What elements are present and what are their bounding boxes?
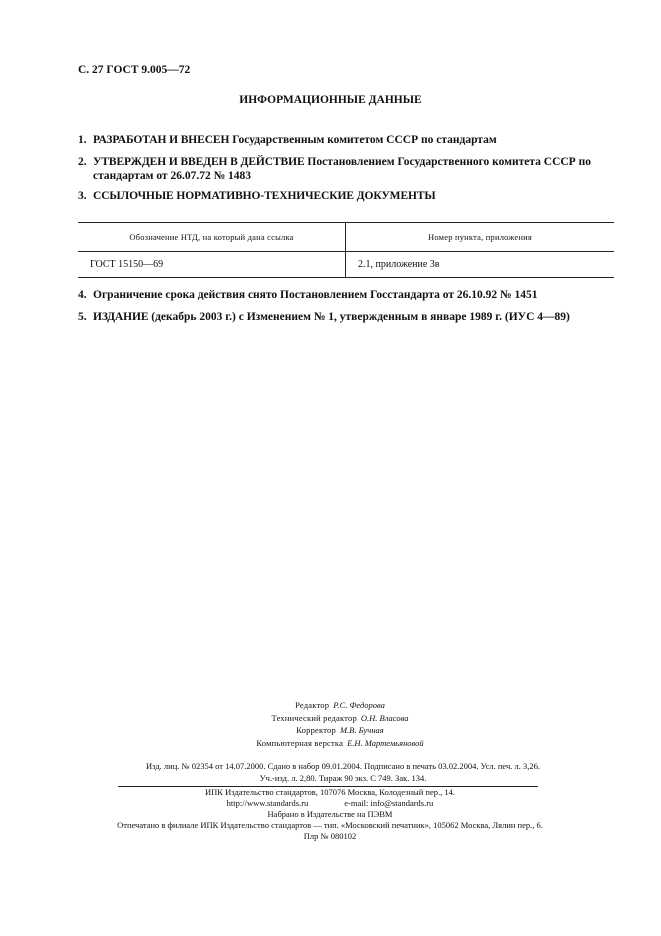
credit-role: Корректор [296,725,336,735]
item-lead: ССЫЛОЧНЫЕ НОРМАТИВНО-ТЕХНИЧЕСКИЕ ДОКУМЕНТЫ [93,190,436,202]
table-row [78,252,614,277]
credit-person: М.В. Бучная [339,725,384,735]
imprint-line-1: Изд. лиц. № 02354 от 14.07.2000. Сдано в набор 09.01.2004. Подписано в печать 03.02.2004. Усл. печ. л. 3,26. [145,761,540,771]
item-lead: УТВЕРЖДЕН И ВВЕДЕН В ДЕЙСТВИЕ [93,156,305,168]
info-item-1 [78,133,618,147]
info-item-3 [78,189,618,203]
info-item-2 [78,155,618,183]
publisher-email[interactable]: e-mail: info@standards.ru [344,798,434,808]
credit-person: Е.Н. Мартемьяновой [347,737,424,748]
publisher-website-link[interactable]: http://www.standards.ru [226,798,309,808]
publisher-contacts [60,798,600,810]
item-number: 3. [78,190,87,202]
table-cell-document: ГОСТ 15150—69 [78,252,346,277]
info-item-4 [78,288,618,302]
license-number: Плр № 080102 [303,831,357,841]
item-number: 4. [78,289,87,301]
info-item-5 [78,310,618,324]
credit-person: Р.С. Федорова [333,700,385,710]
reference-documents-table [78,222,614,278]
item-lead: ИЗДАНИЕ [93,311,149,323]
column-header-clause: Номер пункта, приложения [428,232,532,242]
column-header-document: Обозначение НТД, на который дана ссылка [78,223,346,251]
credit-line [200,699,480,712]
credit-role: Технический редактор [271,712,357,723]
credit-line [200,737,480,750]
item-text: Ограничение срока действия снято Постановлением Госстандарта от 26.10.92 № 1451 [93,289,538,301]
table-header-row [78,223,614,252]
item-text: Государственным комитетом СССР по стандартам [229,134,497,146]
credit-person: О.Н. Власова [360,712,409,723]
printing-note: Отпечатано в филиале ИПК Издательство стандартов — тип. «Московский печатник», 105062 Москва, Лялин пер., 6. [117,820,543,830]
credit-line [200,724,480,737]
credit-role: Компьютерная верстка [256,737,344,748]
editorial-credits [200,699,480,749]
publisher-address: ИПК Издательство стандартов, 107076 Москва, Колодезный пер., 14. [205,787,455,797]
item-number: 5. [78,311,87,323]
imprint-line-2: Уч.-изд. л. 2,80. Тираж 90 экз. С 749. Зак. 134. [259,773,427,783]
credit-line [200,712,480,725]
running-head: С. 27 ГОСТ 9.005—72 [78,64,191,76]
item-number: 1. [78,134,87,146]
item-number: 2. [78,156,87,168]
item-lead: РАЗРАБОТАН И ВНЕСЕН [93,134,230,146]
table-cell-clause: 2.1, приложение 3в [358,259,440,270]
section-title: ИНФОРМАЦИОННЫЕ ДАННЫЕ [239,94,422,106]
typesetting-note: Набрано в Издательстве на ПЭВМ [267,809,393,819]
item-text: Постановлением Государственного комитета СССР по стандартам от 26.07.72 № 1483 [93,156,591,182]
item-text: (декабрь 2003 г.) с Изменением № 1, утвержденным в январе 1989 г. (ИУС 4—89) [148,311,570,323]
credit-role: Редактор [295,700,330,710]
